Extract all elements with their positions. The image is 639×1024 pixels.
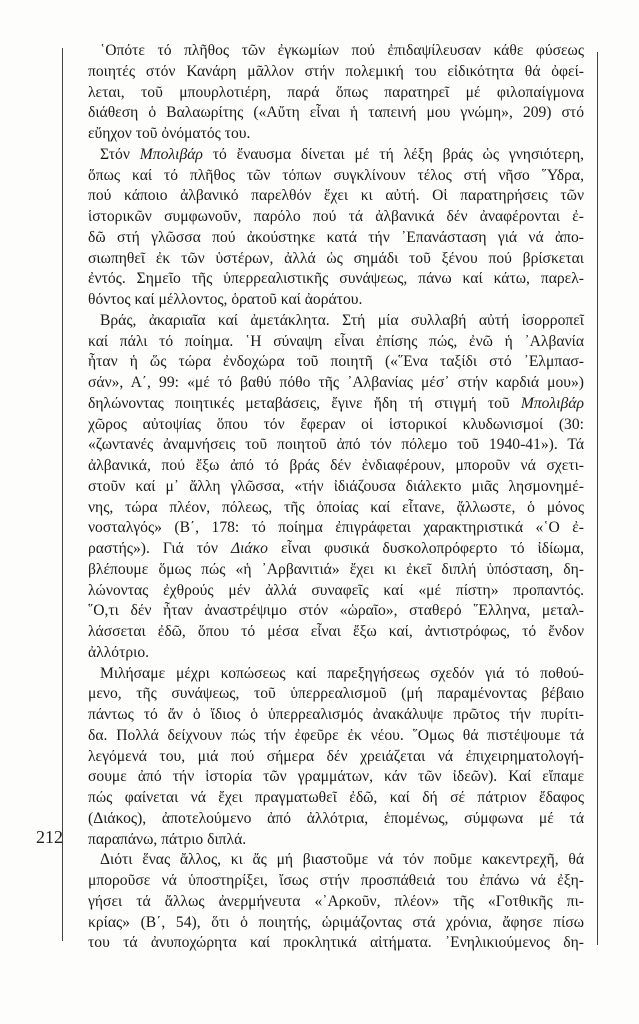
text-line: σουμε ἀπό τήν ἱστορία τῶν γραμμάτων, κάν τῶν ἰδεῶν). Καί εἴπαμε	[88, 768, 584, 786]
text-line: μενο, τῆς συνάψεως, τοῦ ὑπερρεαλισμοῦ (μή παραμένοντας βέβαιο	[88, 685, 584, 703]
text-line: θόντος καί μέλλοντος, ὁρατοῦ καί ἀοράτου.	[88, 291, 363, 308]
text-line: ἀλλότριο.	[88, 643, 150, 661]
text-line: ἀλβανικά, πού ἔξω ἀπό τό βράς δέν ἐνδιαφέρουν, μποροῦν νά σχετι-	[88, 457, 584, 474]
paragraph	[88, 41, 584, 145]
text-line: λεγόμενά του, μιά πού σήμερα δέν χρειάζεται νά ἐπιχειρηματολογή-	[88, 747, 584, 765]
text-line: λώνοντας ἐχθρούς μέν ἀλλά συναφεῖς καί «μέ πίστη» προπαντός.	[88, 581, 584, 599]
text-line: πώς φαίνεται νά ἔχει πραγματωθεῖ ἐδῶ, καί δή σέ πάτριον ἔδαφος	[88, 789, 584, 806]
paragraph	[88, 145, 584, 311]
text-line: εὔηχον τοῦ ὀνόματός του.	[88, 125, 251, 142]
text-line: σάν», Α΄, 99: «μέ τό βαθύ πόθο τῆς ᾿Αλβανίας μέσ᾿ στήν καρδιά μου»)	[88, 374, 584, 391]
paragraph	[88, 664, 584, 851]
text-line: ῞Ο,τι δέν ἦταν ἀναστρέψιμο στόν «ὡραῖο», σταθερό ῞Ελληνα, μεταλ-	[88, 602, 584, 620]
paragraph	[88, 311, 584, 664]
text-line: ὅπως καί τό πλῆθος τῶν τόπων συγκλίνουν τέλος στή νῆσο ῞Υδρα,	[88, 166, 584, 184]
text-line: δηλώνοντας ποιητικές μεταβάσεις, ἔγινε ἤδη τή στιγμή τοῦ Μπολιβάρ	[88, 394, 584, 412]
text-line: δῶ στή γλῶσσα πού ἀκούστηκε κατά τήν ᾿Επανάσταση γιά νά ἀπο-	[88, 228, 584, 246]
page-number: 212	[36, 827, 63, 847]
paragraph	[88, 850, 584, 954]
text-line: στοῦν καί μ᾿ ἄλλη γλῶσσα, «τήν ἰδιάζουσα διάλεκτο μιᾶς λησμονημέ-	[88, 477, 584, 495]
text-line: Βράς, ἀκαριαῖα καί ἀμετάκλητα. Στή μία συλλαβή αὐτή ἰσορροπεῖ	[100, 311, 584, 329]
text-line: κρίας» (Β΄, 54), ὅτι ὁ ποιητής, ὡριμάζοντας στά χρόνια, ἄφησε πίσω	[88, 913, 584, 931]
text-line: παραπάνω, πάτριο διπλά.	[88, 830, 247, 848]
italic-title: Διάκο	[230, 540, 268, 557]
text-line: ῾Οπότε τό πλῆθος τῶν ἐγκωμίων πού ἐπιδαψίλευσαν κάθε φύσεως	[100, 42, 584, 59]
text-line: δα. Πολλά δείχνουν πώς τήν ἐφεῦρε ἐκ νέου. ῞Ομως θά πιστέψουμε τά	[88, 726, 584, 744]
text-line: ἐντός. Σημεῖο τῆς ὑπερρεαλιστικῆς συνάψεως, πάνω καί κάτω, παρελ-	[88, 270, 584, 288]
text-line: ἦταν ἡ ὥς τώρα ἐνδοχώρα τοῦ ποιητῆ («῞Ενα ταξίδι στό ᾿Ελμπασ-	[88, 353, 584, 371]
text-line: (Διάκος), ἀποτελούμενο ἀπό ἀλλότρια, ἑπομένως, σύμφωνα μέ τά	[88, 809, 584, 827]
text-line: πού κάποιο ἀλβανικό παρελθόν ἔχει κι αὐτή. Οἱ παρατηρήσεις τῶν	[88, 187, 584, 205]
italic-title: Μπολιβάρ	[520, 394, 584, 412]
italic-title: Μπολιβάρ	[139, 145, 203, 163]
text-line: χῶρος αὐτοψίας ὅπου τόν ἔφεραν οἱ ἱστορικοί κλυδωνισμοί (30:	[88, 415, 584, 433]
right-margin-rule	[597, 52, 598, 945]
text-line: του τά ἀνυποχώρητα καί προκλητικά αἰτήματα. ᾿Ενηλικιούμενος δη-	[88, 934, 584, 952]
text-line: βλέπουμε ὅμως πώς «ἡ ᾿Αρβανιτιά» ἔχει κι ἐκεῖ διπλή ὑπόσταση, δη-	[88, 560, 584, 578]
text-line: διάθεση ὁ Βαλαωρίτης («Αὔτη εἶναι ἡ ταπεινή μου γνώμη», 209) στό	[88, 104, 584, 122]
text-line: γήσει τά ἄλλως ἀνερμήνευτα «᾿Αρκοῦν, πλέον» τῆς «Γοτθικῆς πι-	[88, 892, 584, 910]
text-line: πάντως τό ἄν ὁ ἴδιος ὁ ὑπερρεαλισμός ἀνακάλυψε πρῶτος τήν πυρίτι-	[88, 706, 584, 723]
text-line: νης, τώρα πλέον, πόλεως, τῆς ὁποίας καί εἶτανε, ᾄλλωστε, ὁ μόνος	[88, 498, 584, 516]
text-line: Μιλήσαμε μέχρι κοπώσεως καί παρεξηγήσεως σχεδόν γιά τό ποθού-	[100, 664, 584, 682]
text-line: ραστής»). Γιά τόν Διάκο εἶναι φυσικά δυσκολοπρόφερτο τό ἰδίωμα,	[88, 540, 584, 557]
text-line: καί πάλι τό ποίημα. ῾Η σύναψη εἶναι ἐπίσης πώς, ἐνῶ ἡ ᾿Αλβανία	[88, 332, 584, 350]
text-line: λάσσεται ἐδῶ, ὅπου τό μέσα εἶναι ἔξω καί, ἀντιστρόφως, τό ἔνδον	[88, 623, 584, 640]
text-line: λεται, τοῦ μπουρλοτιέρη, παρά ὅπως παρατηρεῖ μέ φιλοπαίγμονα	[88, 83, 584, 101]
text-line: μποροῦσε νά ὑποστηρίξει, ἴσως στήν προσπάθειά του ἐπάνω νά ἐξη-	[88, 872, 584, 889]
body-text	[88, 41, 584, 954]
text-line: «ζωντανές ἀναμνήσεις τοῦ ποιητοῦ ἀπό τόν πόλεμο τοῦ 1940-41»). Τά	[88, 436, 584, 454]
text-line: Διότι ἕνας ἄλλος, κι ἄς μή βιαστοῦμε νά τόν ποῦμε κακεντρεχῆ, θά	[100, 851, 584, 869]
text-line: Στόν Μπολιβάρ τό ἔναυσμα δίνεται μέ τή λέξη βράς ὡς γνησιότερη,	[100, 145, 584, 163]
text-line: νοσταλγός» (Β΄, 178: τό ποίημα ἐπιγράφεται χαρακτηριστικά «῾Ο ἐ-	[88, 519, 584, 537]
text-line: ἱστορικῶν συμφωνοῦν, παρόλο πού τά ἀλβανικά δέν ἀναφέρονται ἐ-	[88, 208, 584, 225]
text-line: ποιητές στόν Κανάρη μᾶλλον στήν πολεμική του εἰδικότητα θά ὀφεί-	[88, 62, 584, 80]
left-margin-rule	[62, 48, 63, 941]
text-line: σιωπηθεῖ ἐκ τῶν ὑστέρων, ἀλλά ὡς σημάδι τοῦ ξένου πού βρίσκεται	[88, 249, 584, 267]
